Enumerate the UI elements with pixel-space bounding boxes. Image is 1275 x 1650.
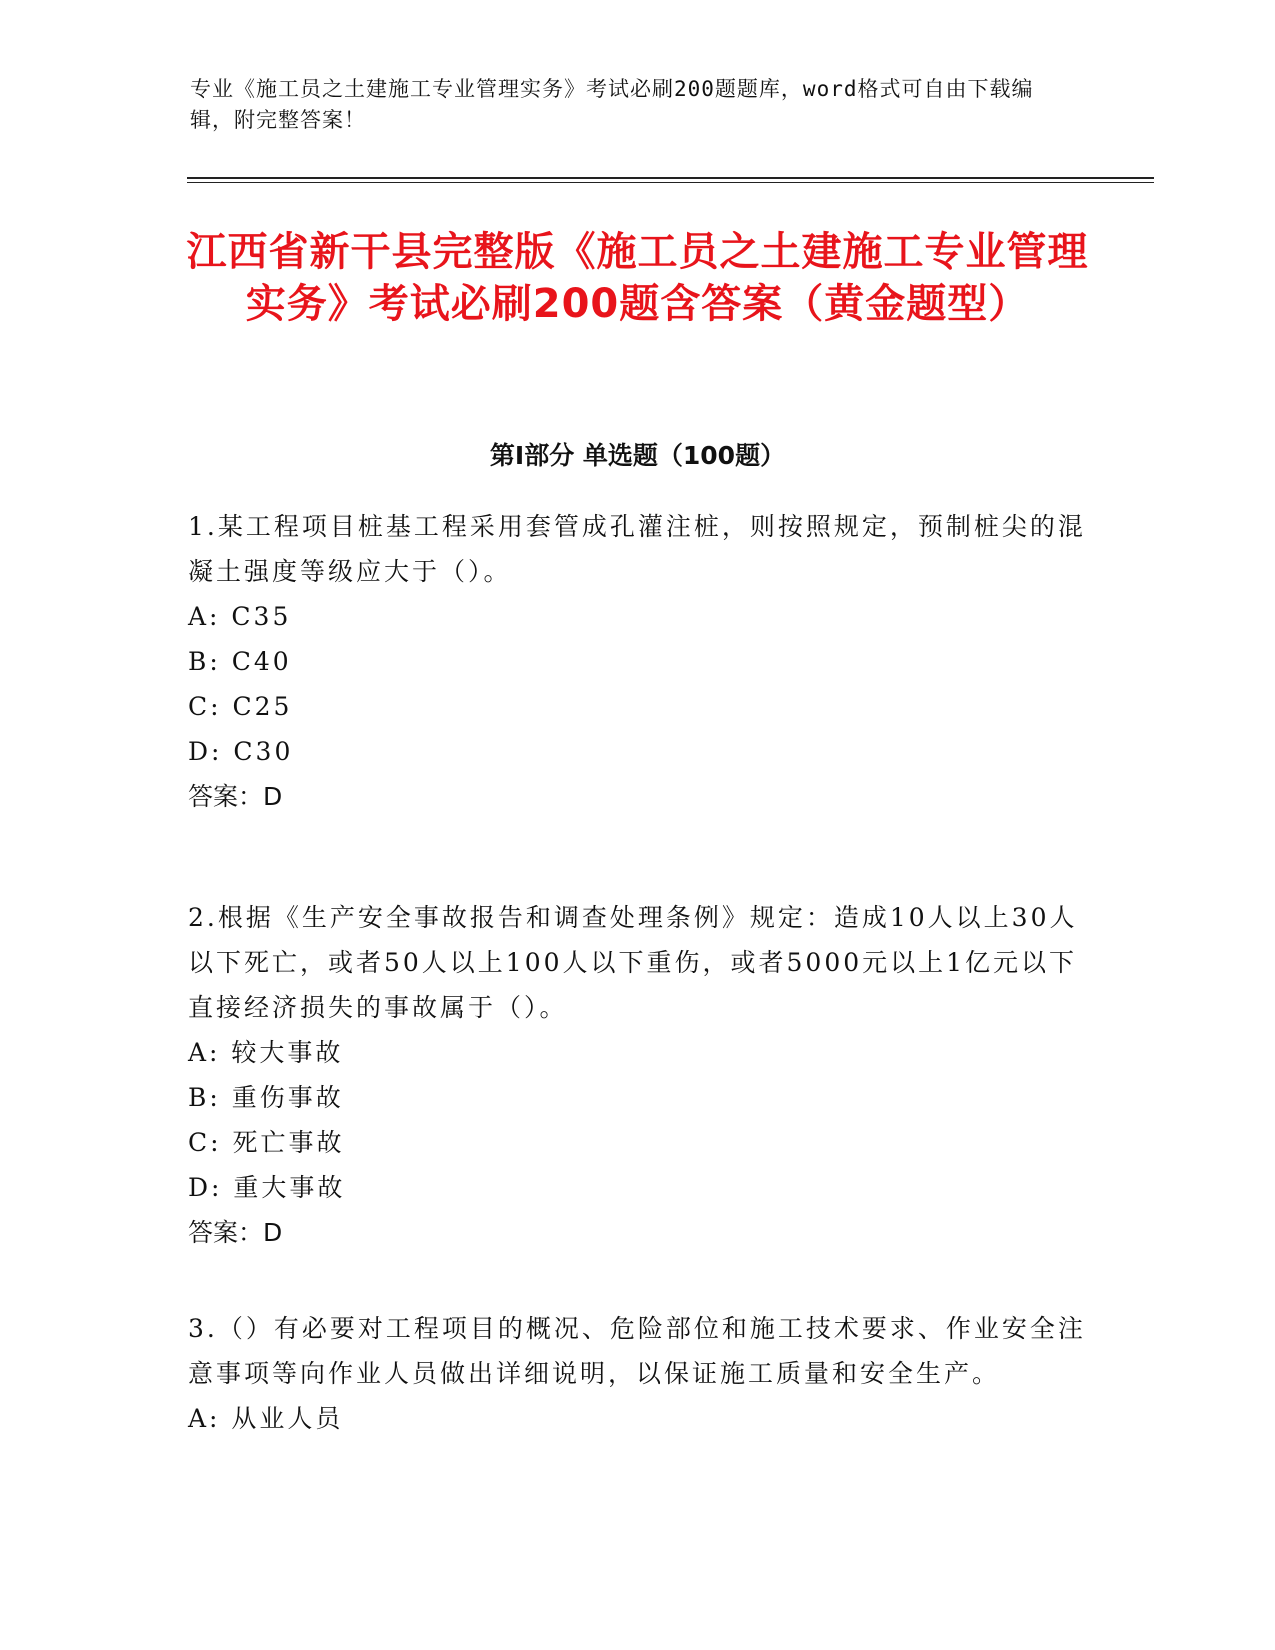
question-text: 3.（）有必要对工程项目的概况、危险部位和施工技术要求、作业安全注意事项等向作业人员做出详细说明，以保证施工质量和安全生产。 — [188, 1314, 1086, 1388]
question-block — [188, 895, 1088, 1255]
header-divider-thin — [187, 182, 1154, 183]
answer-text: 答案：D — [188, 1218, 283, 1247]
option-b: B: C40 — [188, 647, 292, 676]
intro-text: 专业《施工员之土建施工专业管理实务》考试必刷200题题库，word格式可自由下载编辑，附完整答案！ — [190, 77, 1034, 132]
option-a: A: C35 — [188, 602, 292, 631]
question-text: 1.某工程项目桩基工程采用套管成孔灌注桩，则按照规定，预制桩尖的混凝土强度等级应大于（）。 — [188, 512, 1086, 586]
option-a: A: 从业人员 — [188, 1404, 344, 1433]
option-d: D: 重大事故 — [188, 1173, 346, 1202]
question-block — [188, 504, 1088, 819]
option-d: D: C30 — [188, 737, 294, 766]
option-c: C: 死亡事故 — [188, 1128, 345, 1157]
header-divider-thick — [187, 177, 1154, 179]
answer-text: 答案：D — [188, 782, 283, 811]
option-c: C: C25 — [188, 692, 293, 721]
document-title: 江西省新干县完整版《施工员之土建施工专业管理实务》考试必刷200题含答案（黄金题型） — [186, 229, 1089, 327]
option-b: B: 重伤事故 — [188, 1083, 344, 1112]
option-a: A: 较大事故 — [188, 1038, 344, 1067]
question-block — [188, 1306, 1088, 1441]
section-title: 第I部分 单选题（100题） — [489, 441, 786, 470]
question-text: 2.根据《生产安全事故报告和调查处理条例》规定：造成10人以上30人以下死亡，或者50人以上100人以下重伤，或者5000元以上1亿元以下直接经济损失的事故属于（）。 — [188, 903, 1078, 1022]
